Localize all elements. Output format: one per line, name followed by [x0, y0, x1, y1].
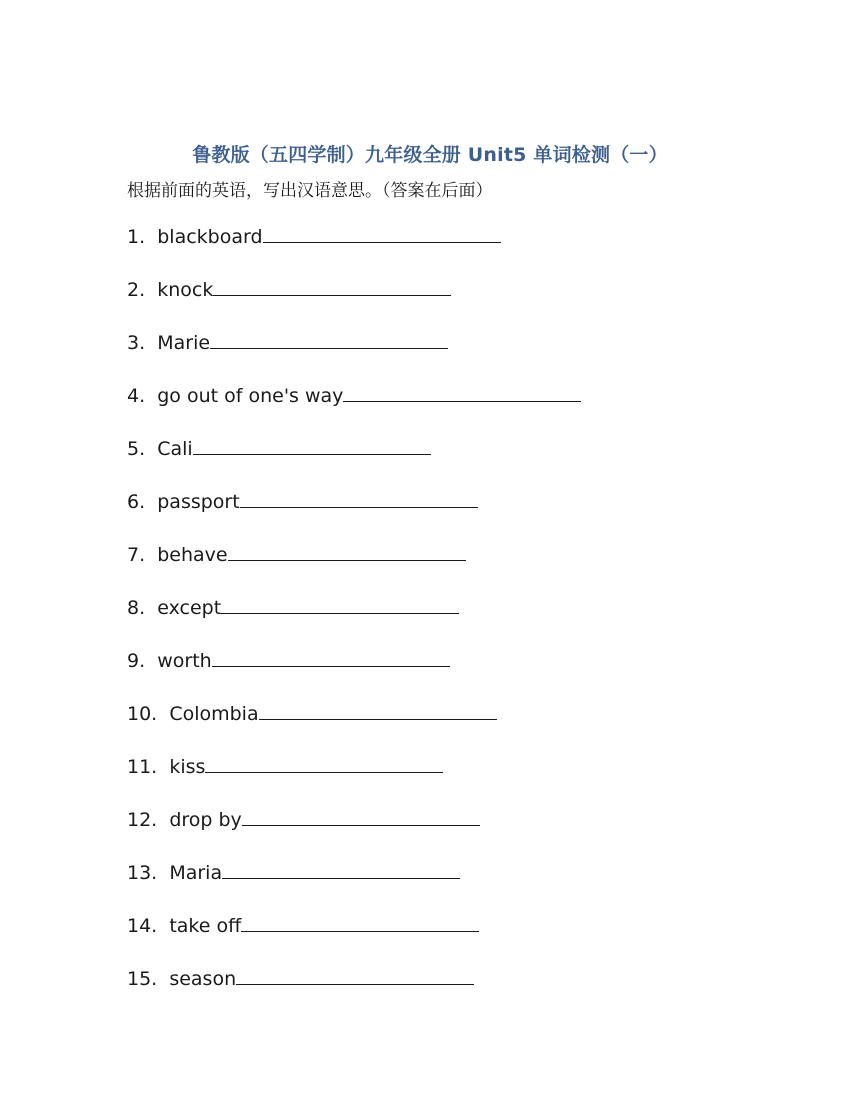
instruction-text: 根据前面的英语，写出汉语意思。（答案在后面） — [127, 181, 493, 201]
item-word: passport — [157, 491, 240, 513]
list-item — [127, 434, 431, 460]
list-item — [127, 699, 497, 725]
item-number: 4. — [127, 385, 146, 407]
item-number: 1. — [127, 226, 146, 248]
item-word: season — [169, 968, 237, 990]
item-number: 13. — [127, 862, 158, 884]
answer-blank[interactable] — [205, 752, 443, 773]
item-word: go out of one's way — [157, 385, 344, 407]
list-item — [127, 805, 480, 831]
answer-blank[interactable] — [343, 381, 581, 402]
item-word: kiss — [169, 756, 206, 778]
item-number: 11. — [127, 756, 158, 778]
list-item — [127, 328, 448, 354]
item-number: 8. — [127, 597, 146, 619]
item-word: take off — [169, 915, 242, 937]
list-item — [127, 275, 451, 301]
item-number: 14. — [127, 915, 158, 937]
item-number: 5. — [127, 438, 146, 460]
answer-blank[interactable] — [263, 222, 501, 243]
item-number: 12. — [127, 809, 158, 831]
answer-blank[interactable] — [240, 487, 478, 508]
item-word: Cali — [157, 438, 193, 460]
list-item — [127, 381, 581, 407]
item-word: knock — [157, 279, 214, 301]
answer-blank[interactable] — [242, 805, 480, 826]
item-number: 6. — [127, 491, 146, 513]
list-item — [127, 964, 474, 990]
item-number: 7. — [127, 544, 146, 566]
item-number: 10. — [127, 703, 158, 725]
item-number: 2. — [127, 279, 146, 301]
answer-blank[interactable] — [193, 434, 431, 455]
page-title: 鲁教版（五四学制）九年级全册 Unit5 单词检测（一） — [192, 144, 668, 166]
answer-blank[interactable] — [259, 699, 497, 720]
answer-blank[interactable] — [236, 964, 474, 985]
list-item — [127, 911, 479, 937]
answer-blank[interactable] — [210, 328, 448, 349]
item-word: Maria — [169, 862, 223, 884]
list-item — [127, 487, 478, 513]
item-word: blackboard — [157, 226, 263, 248]
item-word: Marie — [157, 332, 211, 354]
answer-blank[interactable] — [221, 593, 459, 614]
list-item — [127, 752, 443, 778]
item-word: worth — [157, 650, 212, 672]
item-word: except — [157, 597, 222, 619]
item-number: 15. — [127, 968, 158, 990]
list-item — [127, 858, 460, 884]
answer-blank[interactable] — [212, 646, 450, 667]
answer-blank[interactable] — [213, 275, 451, 296]
item-word: Colombia — [169, 703, 259, 725]
item-number: 3. — [127, 332, 146, 354]
answer-blank[interactable] — [222, 858, 460, 879]
list-item — [127, 646, 450, 672]
answer-blank[interactable] — [241, 911, 479, 932]
answer-blank[interactable] — [228, 540, 466, 561]
item-number: 9. — [127, 650, 146, 672]
list-item — [127, 222, 501, 248]
list-item — [127, 540, 466, 566]
list-item — [127, 593, 459, 619]
item-word: drop by — [169, 809, 242, 831]
item-word: behave — [157, 544, 228, 566]
